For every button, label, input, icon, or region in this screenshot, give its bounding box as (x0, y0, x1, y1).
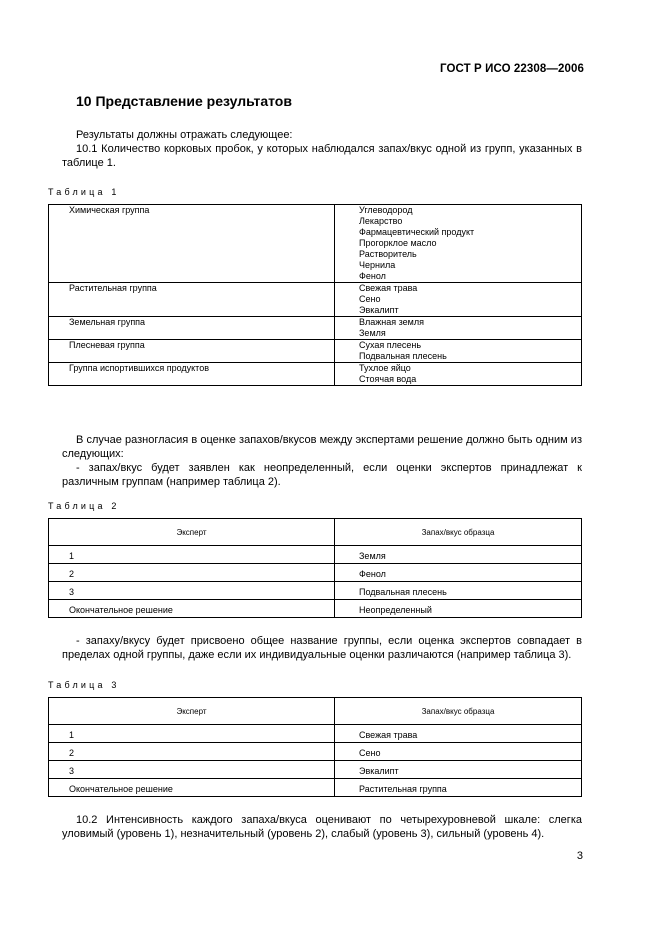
table-row (49, 582, 582, 600)
group-name: Химическая группа (49, 205, 335, 283)
table3-caption: Таблица 3 (48, 680, 120, 690)
group-items (335, 317, 582, 340)
clause-10-2: 10.2 Интенсивность каждого запаха/вкуса оценивают по четырехуровневой шкале: слегка уловимый (уровень 1), незначительный (уровень 2), слабый (уровень 3), сильный (уровень 4). (62, 814, 582, 840)
item: Прогорклое масло (359, 238, 437, 248)
item: Лекарство (359, 216, 403, 226)
section-title: 10 Представление результатов (76, 93, 292, 109)
table-row (49, 761, 582, 779)
table-row (49, 725, 582, 743)
item: Фенол (359, 271, 386, 281)
item: Свежая трава (359, 283, 418, 293)
table-row (49, 317, 582, 340)
intensity-paragraph (62, 813, 582, 841)
group-items (335, 205, 582, 283)
item: Фармацевтический продукт (359, 227, 475, 237)
table-header-row (49, 519, 582, 546)
item: Тухлое яйцо (359, 363, 411, 373)
table-row (49, 340, 582, 363)
item: Растворитель (359, 249, 417, 259)
table-1 (48, 204, 582, 386)
column-header-expert: Эксперт (49, 698, 335, 725)
sample-cell: Неопределенный (335, 600, 582, 618)
intro-paragraph (62, 128, 582, 170)
group-items (335, 363, 582, 386)
table-row (49, 600, 582, 618)
group-name: Растительная группа (49, 283, 335, 317)
group-items (335, 340, 582, 363)
item: Подвальная плесень (359, 351, 447, 361)
item: Эвкалипт (359, 305, 399, 315)
item: Сено (359, 294, 381, 304)
sample-cell: Эвкалипт (335, 761, 582, 779)
group-name: Земельная группа (49, 317, 335, 340)
expert-cell: 1 (49, 725, 335, 743)
disagreement-text: В случае разногласия в оценке запахов/вкусов между экспертами решение должно быть одним из следующих: (62, 434, 582, 460)
table-row (49, 363, 582, 386)
item: Чернила (359, 260, 396, 270)
clause-10-1: 10.1 Количество корковых пробок, у которых наблюдался запах/вкус одной из групп, указанных в таблице 1. (62, 143, 582, 169)
column-header-sample: Запах/вкус образца (335, 698, 582, 725)
group-items (335, 283, 582, 317)
expert-cell: 2 (49, 743, 335, 761)
item: Углеводород (359, 205, 413, 215)
table-row (49, 283, 582, 317)
table-row (49, 564, 582, 582)
disagreement-paragraph (62, 433, 582, 489)
table-3 (48, 697, 582, 797)
column-header-sample: Запах/вкус образца (335, 519, 582, 546)
table-row (49, 779, 582, 797)
expert-cell: 1 (49, 546, 335, 564)
table-row (49, 205, 582, 283)
item: Земля (359, 328, 386, 338)
item: Стоячая вода (359, 374, 417, 384)
common-group-paragraph (62, 634, 582, 662)
item: Влажная земля (359, 317, 424, 327)
expert-cell: 3 (49, 582, 335, 600)
expert-cell: Окончательное решение (49, 600, 335, 618)
expert-cell: Окончательное решение (49, 779, 335, 797)
table-row (49, 546, 582, 564)
group-name: Группа испортившихся продуктов (49, 363, 335, 386)
sample-cell: Фенол (335, 564, 582, 582)
intro-line: Результаты должны отражать следующее: (76, 129, 293, 141)
page-number: 3 (576, 850, 583, 862)
expert-cell: 3 (49, 761, 335, 779)
sample-cell: Растительная группа (335, 779, 582, 797)
sample-cell: Свежая трава (335, 725, 582, 743)
column-header-expert: Эксперт (49, 519, 335, 546)
sample-cell: Сено (335, 743, 582, 761)
table-2 (48, 518, 582, 618)
undefined-rule: - запах/вкус будет заявлен как неопределенный, если оценки экспертов принадлежат к различным группам (например таблица 2). (62, 462, 582, 488)
table2-caption: Таблица 2 (48, 501, 120, 511)
group-name: Плесневая группа (49, 340, 335, 363)
common-group-rule: - запаху/вкусу будет присвоено общее название группы, если оценка экспертов совпадает в пределах одной группы, даже если их индивидуальные оценки различаются (например таблица 3). (62, 635, 582, 661)
table-row (49, 743, 582, 761)
standard-header: ГОСТ Р ИСО 22308—2006 (439, 63, 584, 75)
table-header-row (49, 698, 582, 725)
expert-cell: 2 (49, 564, 335, 582)
sample-cell: Подвальная плесень (335, 582, 582, 600)
sample-cell: Земля (335, 546, 582, 564)
table1-caption: Таблица 1 (48, 187, 120, 197)
item: Сухая плесень (359, 340, 422, 350)
